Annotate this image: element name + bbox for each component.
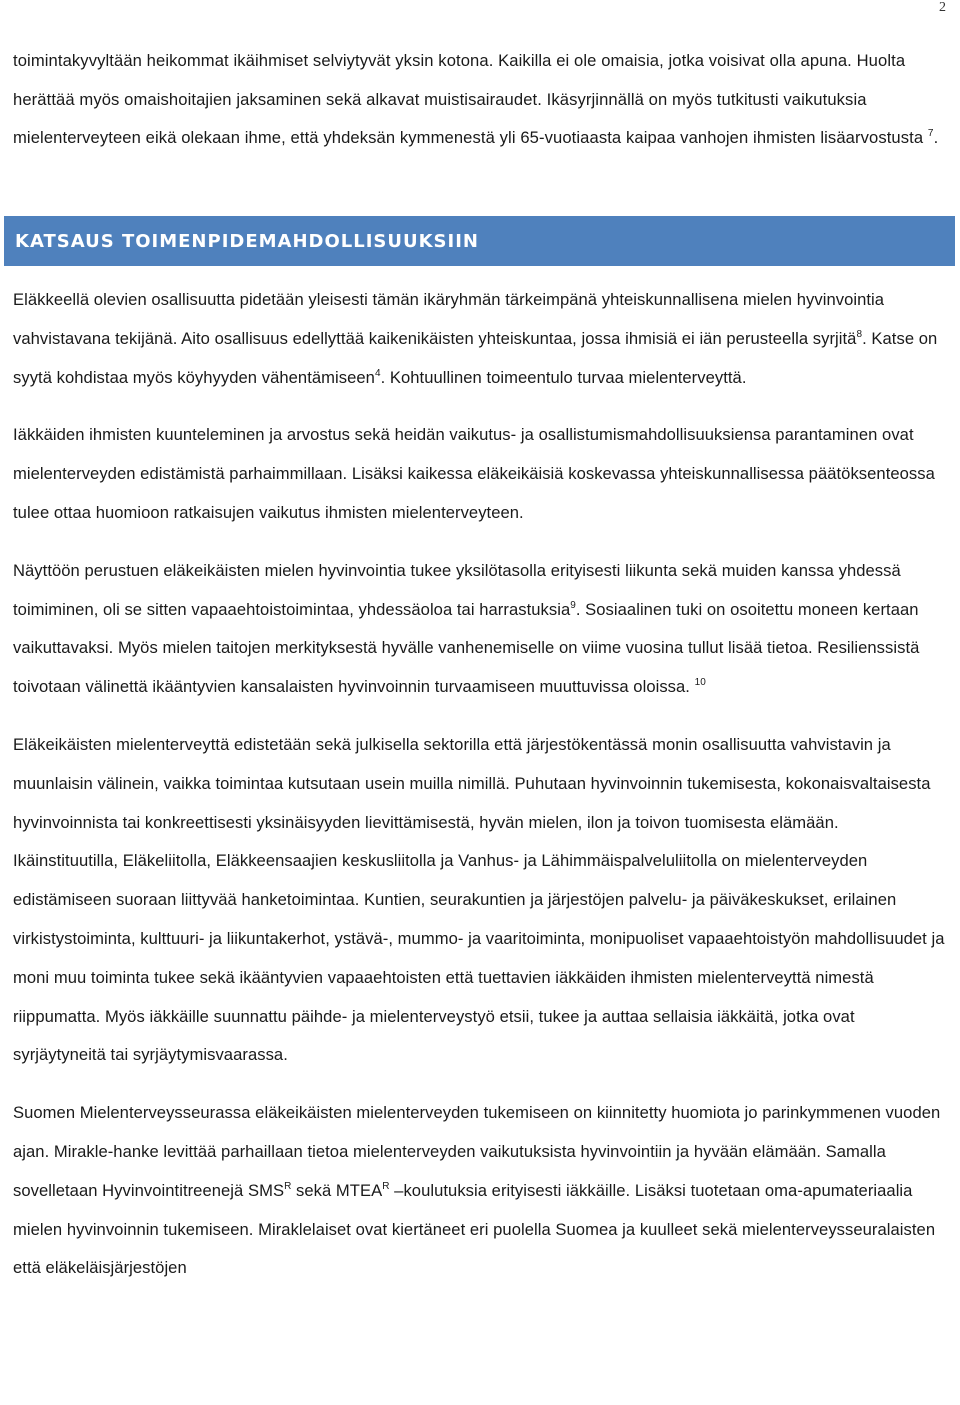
footnote-ref: 4 [374, 367, 381, 379]
paragraph-text: . Sosiaalinen tuki on osoitettu moneen kertaan vaikuttavaksi. Myös mielen taitojen merkityksestä hyvälle vanhenemiselle on viime vuosina tullut lisää tietoa. Resilienssistä toivotaan välinettä ikääntyvien kansalaisten hyvinvoinnin turvaamiseen muuttuvissa oloissa. [13, 599, 920, 697]
paragraph-text: –koulutuksia erityisesti iäkkäille. Lisäksi tuotetaan oma-apumateriaalia mielen hyvinvoinnin tukemiseen. Miraklelaiset ovat kiertäneet eri puolella Suomea ja kuulleet sekä mielenterveysseuralaisten että eläkeläisjärjestöjen [13, 1180, 936, 1278]
section-heading-band [4, 216, 955, 266]
section-heading: KATSAUS TOIMENPIDEMAHDOLLISUUKSIIN [15, 230, 479, 252]
registered-mark: R [382, 1180, 390, 1192]
page-number: 2 [939, 0, 946, 15]
paragraph-text: . Katse on syytä kohdistaa myös köyhyyden vähentämiseen [13, 328, 938, 387]
paragraph-mielenterveysseura [13, 1094, 948, 1288]
registered-mark: R [284, 1180, 292, 1192]
paragraph-naytto [13, 552, 948, 707]
intro-text: toimintakyvyltään heikommat ikäihmiset selviytyvät yksin kotona. Kaikilla ei ole omaisia, jotka voisivat olla apuna. Huolta herättää myös omaishoitajien jaksaminen sekä alkavat muistisairaudet. Ikäsyrjinnällä on myös tutkitusti vaikutuksia mielenterveyteen eikä olekaan ihme, että yhdeksän kymmenestä yli 65-vuotiaasta kaipaa vanhojen ihmisten lisäarvostusta [13, 51, 924, 147]
paragraph-text: Näyttöön perustuen eläkeikäisten mielen hyvinvointia tukee yksilötasolla erityisesti liikunta sekä muiden kanssa yhdessä toimiminen, oli se sitten vapaaehtoistoimintaa, yhdessäoloa tai harrastuksia [13, 560, 901, 619]
footnote-ref: 7 [927, 128, 934, 139]
paragraph-text: . Kohtuullinen toimeentulo turvaa mielenterveyttä. [380, 367, 747, 387]
paragraph-edistaminen [13, 726, 948, 1075]
paragraph-text: Eläkkeellä olevien osallisuutta pidetään yleisesti tämän ikäryhmän tärkeimpänä yhteiskunnallisena mielen hyvinvointia vahvistavana tekijänä. Aito osallisuus edellyttää kaikenikäisten yhteiskuntaa, jossa ihmisiä ei iän perusteella syrjitä [13, 290, 885, 348]
paragraph-osallisuus [13, 281, 948, 397]
paragraph-text: Eläkeikäisten mielenterveyttä edistetään sekä julkisella sektorilla että järjestökentässä monin osallisuutta vahvistavin ja muunlaisin välinein, vaikka toimintaa kutsutaan usein muilla nimillä. Puhutaan hyvinvoinnin tukemisesta, kokonaisvaltaisesta hyvinvoinnista tai konkreettisesti yksinäisyyden lievittämisestä, hyvän mielen, ilon ja toivon tuomisesta elämään. Ikäinstituutilla, Eläkeliitolla, Eläkkeensaajien keskusliitolla ja Vanhus- ja Lähimmäispalveluliitolla on mielenterveyden edistämiseen suoraan liittyvää hanketoimintaa. Kuntien, seurakuntien ja järjestöjen palvelu- ja päiväkeskukset, erilainen virkistystoiminta, kulttuuri- ja liikuntakerhot, ystävä-, mummo- ja vaaritoiminta, monipuoliset vapaaehtoistyön mahdollisuudet ja moni muu toiminta tukee sekä ikääntyvien vapaaehtoisten että tuettavien iäkkäiden ihmisten mielenterveyttä nimestä riippumatta. Myös iäkkäille suunnattu päihde- ja mielenterveystyö etsii, tukee ja auttaa sellaisia iäkkäitä, jotka ovat syrjäytyneitä tai syrjäytymisvaarassa. [13, 734, 945, 1065]
intro-text-end: . [933, 128, 939, 147]
paragraph-text: sekä MTEA [291, 1180, 383, 1200]
paragraph-text: Iäkkäiden ihmisten kuunteleminen ja arvostus sekä heidän vaikutus- ja osallistumismahdollisuuksiensa parantaminen ovat mielenterveyden edistämistä parhaimmillaan. Lisäksi kaikessa eläkeikäisiä koskevassa yhteiskunnallisessa päätöksenteossa tulee ottaa huomioon ratkaisujen vaikutus ihmisten mielenterveyteen. [13, 425, 935, 522]
intro-paragraph [13, 42, 943, 158]
footnote-ref: 9 [570, 599, 576, 611]
footnote-ref: 10 [694, 677, 706, 689]
footnote-ref: 8 [856, 328, 863, 340]
body-text [13, 281, 948, 1307]
paragraph-kuunteleminen [13, 416, 948, 532]
paragraph-text: Suomen Mielenterveysseurassa eläkeikäisten mielenterveyden tukemiseen on kiinnitetty huomiota jo parinkymmenen vuoden ajan. Mirakle-hanke levittää parhaillaan tietoa mielenterveyden vaikutuksista hyvinvointiin ja hyvään elämään. Samalla sovelletaan Hyvinvointitreenejä SMS [13, 1103, 941, 1200]
